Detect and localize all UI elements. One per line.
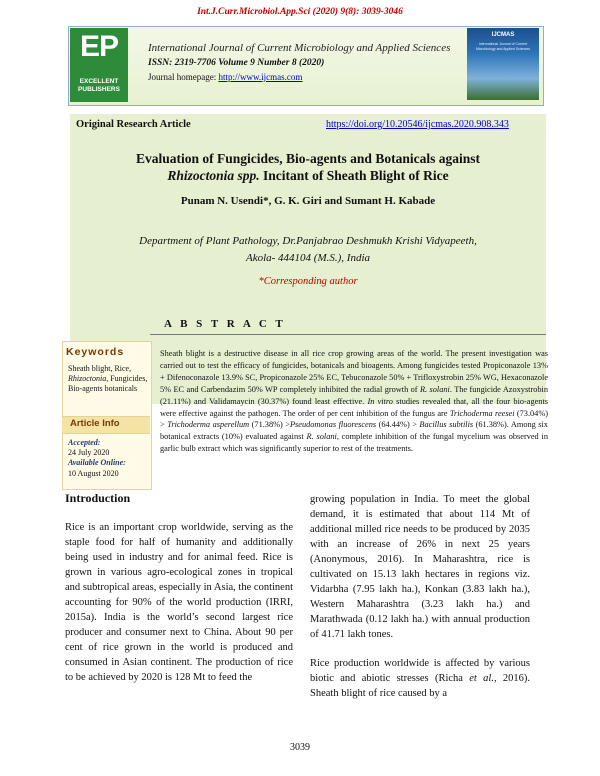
introduction-heading: Introduction xyxy=(65,491,131,505)
online-label: Available Online: xyxy=(68,458,126,468)
article-info-heading: Article Info xyxy=(70,418,120,429)
abstract-heading: A B S T R A C T xyxy=(164,318,286,330)
intro-paragraph-3: Rice production worldwide is affected by various biotic and abiotic stresses (Richa et al., 2016). Sheath blight of rice caused by a xyxy=(310,658,531,699)
affiliation-line-2: Akola- 444104 (M.S.), India xyxy=(245,252,371,264)
running-header: Int.J.Curr.Microbiol.App.Sci (2020) 9(8): 3039-3046 xyxy=(197,7,403,17)
cover-title: IJCMAS xyxy=(491,32,515,38)
intro-paragraph-2: growing population in India. To meet the global demand, it is estimated that about 114 Mt of additional milled rice needs to be produced by 2035 with an increase of 26% in next 25 years (Anonymous, 2016). In Maharashtra, rice is cultivated on 15.13 lakh hectares in regions viz. Vidarbha (7.95 lakh ha.), Konkan (3.83 lakh ha.), Western Maharashtra (3.23 lakh ha.) and Marathwada (0.12 lakh ha.) with annual production of 41.71 lakh tones. xyxy=(310,494,530,640)
abstract-divider xyxy=(150,334,546,335)
logo-text: EXCELLENT PUBLISHERS xyxy=(78,78,120,93)
keywords-heading: Keywords xyxy=(66,346,125,358)
affiliation-line-1: Department of Plant Pathology, Dr.Panjabrao Deshmukh Krishi Vidyapeeth, xyxy=(139,235,477,247)
online-date: 10 August 2020 xyxy=(68,468,119,478)
journal-homepage xyxy=(148,72,302,82)
cover-subtitle: International Journal of Current Microbiology and Applied Sciences xyxy=(475,42,531,51)
article-dates xyxy=(68,438,150,479)
authors: Punam N. Usendi*, G. K. Giri and Sumant H. Kabade xyxy=(180,195,436,207)
affiliation xyxy=(70,233,546,267)
keywords-list: Sheath blight, Rice, Rhizoctonia, Fungicides, Bio-agents botanicals xyxy=(68,364,148,393)
intro-paragraph-1: Rice is an important crop worldwide, serving as the staple food for half of humanity and additionally being used in industry and for animal feed. Rice is grown in various agro-ecological zones in tropical and subtropical areas, especially in Asia, the continent accounting for 90% of the world production (IRRI, 2015a). India is the world’s second largest rice producer and consumer next to China. About 90 per cent of rice grown in the world is produced and consumed in Asian continent. The production of rice to be achieved by 2020 is 128 Mt to feed the xyxy=(65,522,293,683)
homepage-link[interactable]: http://www.ijcmas.com xyxy=(218,72,303,82)
title-line-2: Incitant of Sheath Blight of Rice xyxy=(259,168,449,183)
page-number: 3039 xyxy=(290,742,310,753)
journal-cover-image xyxy=(467,28,539,100)
journal-name: International Journal of Current Microbiology and Applied Sciences xyxy=(148,42,451,54)
corresponding-author: *Corresponding author xyxy=(258,276,358,287)
logo-letters: EP xyxy=(79,30,119,63)
doi-link[interactable]: https://doi.org/10.20546/ijcmas.2020.908.343 xyxy=(326,119,509,130)
title-line-1: Evaluation of Fungicides, Bio-agents and Botanicals against xyxy=(136,151,480,166)
introduction-left-column xyxy=(65,520,293,685)
accepted-date: 24 July 2020 xyxy=(68,448,110,458)
introduction-right-column xyxy=(310,492,530,715)
title-genus: Rhizoctonia spp. xyxy=(167,168,260,183)
accepted-label: Accepted: xyxy=(68,438,101,447)
homepage-label: Journal homepage: xyxy=(148,72,217,82)
issn-volume: ISSN: 2319-7706 Volume 9 Number 8 (2020) xyxy=(148,58,325,68)
abstract-text: Sheath blight is a destructive disease in all rice crop growing areas of the world. The present investigation was carried out to test the efficacy of fungicides, botanicals and bioagents. Among fungicides tested Propiconazole 13% + Difenoconazole 13.9% SC, Propiconazole 25% EC, Tebuconazole 50% + Trifloxystrobin 25% WG, Hexaconazole 5% EC and Carbendazim 50% WP completely inhibited the radial growth of R. solani. The fungicide Azoxystrobin (21.11%) and Validamaycin (30.37%) found least effective. In vitro studies revealed that, all the four bio-agents were effective against the pathogen. The order of per cent inhibition of the fungus are Trichoderma reesei (73.04%) > Trichoderma asperellum (71.38%) >Pseudomonas fluorescens (64.44%) > Bacillus subtilis (61.38%). Among six botanical extracts (10%) evaluated against R. solani, complete inhibition of the fungal mycelium was observed in garlic bulb extract which was significantly superior to rest of the treatments. xyxy=(160,349,548,454)
article-type: Original Research Article xyxy=(76,119,191,130)
article-title xyxy=(70,150,546,184)
publisher-logo xyxy=(70,28,128,102)
